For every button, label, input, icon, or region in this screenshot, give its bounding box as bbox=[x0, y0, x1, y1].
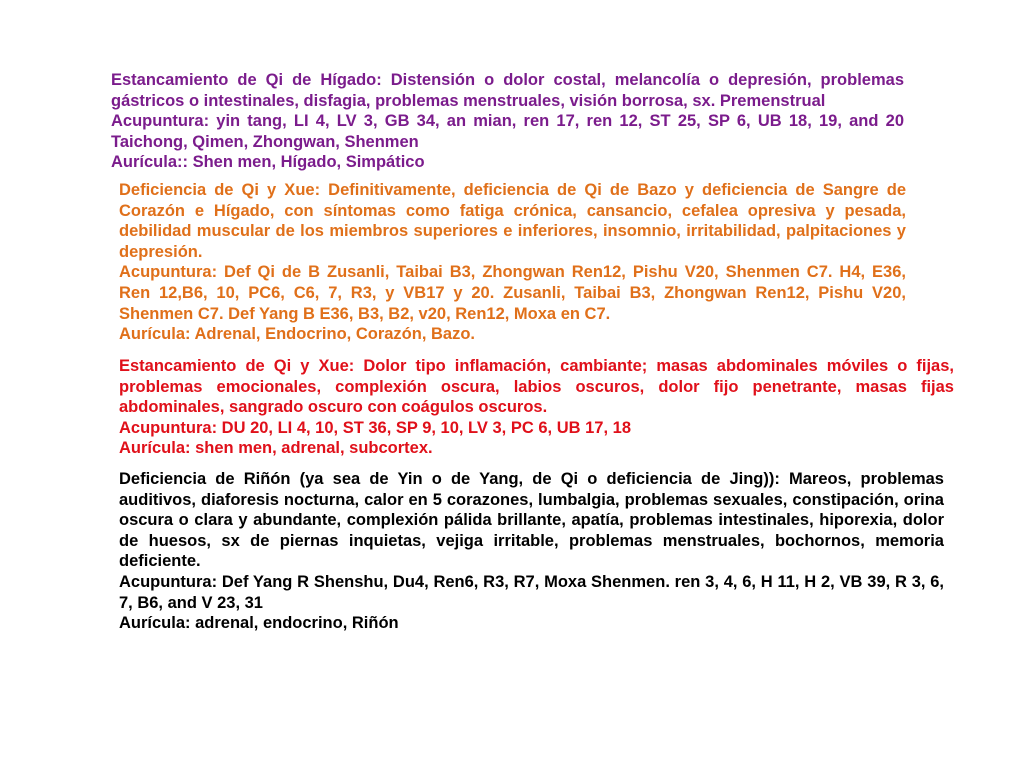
section-kidney-deficiency bbox=[119, 469, 944, 634]
section-auricular: Aurícula: adrenal, endocrino, Riñón bbox=[119, 614, 399, 633]
section-description: Estancamiento de Qi y Xue: Dolor tipo inflamación, cambiante; masas abdominales móviles o fijas, problemas emocionales, complexión oscura, labios oscuros, dolor fijo penetrante, masas fijas abdominales, sangrado oscuro con coágulos oscuros. bbox=[119, 357, 954, 417]
section-qi-xue-stagnation bbox=[119, 356, 954, 459]
section-acupuncture: Acupuntura: Def Yang R Shenshu, Du4, Ren6, R3, R7, Moxa Shenmen. ren 3, 4, 6, H 11, H 2, VB 39, R 3, 6, 7, B6, and V 23, 31 bbox=[119, 572, 944, 612]
section-liver-qi-stagnation bbox=[111, 70, 904, 173]
section-description: Deficiencia de Qi y Xue: Definitivamente, deficiencia de Qi de Bazo y deficiencia de Sangre de Corazón e Hígado, con síntomas como fatiga crónica, cansancio, cefalea opresiva y pesada, debilidad muscular de los miembros superiores e inferiores, insomnio, irritabilidad, palpitaciones y depresión. bbox=[119, 181, 906, 261]
section-qi-xue-deficiency bbox=[119, 180, 906, 345]
section-auricular: Aurícula: shen men, adrenal, subcortex. bbox=[119, 439, 433, 458]
section-description: Deficiencia de Riñón (ya sea de Yin o de Yang, de Qi o deficiencia de Jing)): Mareos, problemas auditivos, diaforesis nocturna, calor en 5 corazones, lumbalgia, problemas sexuales, constipación, orina oscura o clara y abundante, complexión pálida brillante, apatía, problemas intestinales, hiporexia, dolor de huesos, sx de piernas inquietas, vejiga irritable, problemas menstruales, bochornos, memoria deficiente. bbox=[119, 470, 944, 571]
section-auricular: Aurícula: Adrenal, Endocrino, Corazón, Bazo. bbox=[119, 325, 476, 344]
section-auricular: Aurícula:: Shen men, Hígado, Simpático bbox=[111, 153, 425, 172]
section-acupuncture: Acupuntura: Def Qi de B Zusanli, Taibai B3, Zhongwan Ren12, Pishu V20, Shenmen C7. H4, E36, Ren 12,B6, 10, PC6, C6, 7, R3, y VB17 y 20. Zusanli, Taibai B3, Zhongwan Ren12, Pishu V20, Shenmen C7. Def Yang B E36, B3, B2, v20, Ren12, Moxa en C7. bbox=[119, 263, 906, 323]
section-description: Estancamiento de Qi de Hígado: Distensión o dolor costal, melancolía o depresión, problemas gástricos o intestinales, disfagia, problemas menstruales, visión borrosa, sx. Premenstrual bbox=[111, 71, 904, 110]
section-acupuncture: Acupuntura: DU 20, LI 4, 10, ST 36, SP 9, 10, LV 3, PC 6, UB 17, 18 bbox=[119, 418, 631, 437]
section-acupuncture: Acupuntura: yin tang, LI 4, LV 3, GB 34, an mian, ren 17, ren 12, ST 25, SP 6, UB 18, 19, and 20 Taichong, Qimen, Zhongwan, Shenmen bbox=[111, 112, 904, 151]
